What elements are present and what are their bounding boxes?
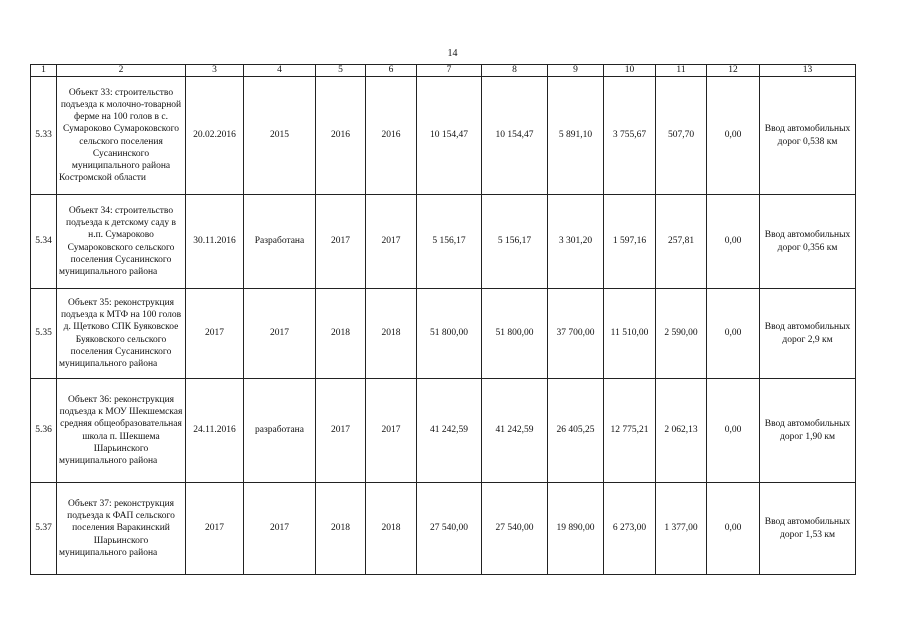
design-status-cell: 2015 [244,77,316,195]
column-number: 1 [31,65,57,77]
start-year-cell: 2018 [316,289,366,379]
date-cell: 30.11.2016 [186,195,244,289]
local-cell: 257,81 [656,195,707,289]
regional-cell: 1 597,16 [604,195,656,289]
object-description: Объект 35: реконструкция подъезда к МТФ на 100 голов д. Щетково СПК Буяковское Буяковского сельского поселения Сусанинского муниципального района [57,289,186,379]
federal-cell: 26 405,25 [548,379,604,483]
total-cell: 51 800,00 [482,289,548,379]
column-number-row [31,65,856,77]
cost-cell: 5 156,17 [417,195,482,289]
date-cell: 2017 [186,289,244,379]
table-row [31,77,856,195]
end-year-cell: 2018 [366,289,417,379]
object-description: Объект 37: реконструкция подъезда к ФАП сельского поселения Варакинский Шарьинского муниципального района [57,483,186,575]
end-year-cell: 2017 [366,195,417,289]
date-cell: 24.11.2016 [186,379,244,483]
other-cell: 0,00 [707,195,760,289]
column-number: 7 [417,65,482,77]
cost-cell: 41 242,59 [417,379,482,483]
result-cell: Ввод автомобильных дорог 0,538 км [760,77,856,195]
table-row [31,195,856,289]
start-year-cell: 2017 [316,195,366,289]
column-number: 5 [316,65,366,77]
design-status-cell: разработана [244,379,316,483]
column-number: 3 [186,65,244,77]
date-cell: 2017 [186,483,244,575]
column-number: 12 [707,65,760,77]
row-number: 5.33 [31,77,57,195]
end-year-cell: 2018 [366,483,417,575]
other-cell: 0,00 [707,77,760,195]
column-number: 10 [604,65,656,77]
result-cell: Ввод автомобильных дорог 0,356 км [760,195,856,289]
row-number: 5.35 [31,289,57,379]
local-cell: 507,70 [656,77,707,195]
design-status-cell: 2017 [244,289,316,379]
regional-cell: 11 510,00 [604,289,656,379]
column-number: 6 [366,65,417,77]
other-cell: 0,00 [707,483,760,575]
cost-cell: 51 800,00 [417,289,482,379]
table-row [31,289,856,379]
column-number: 9 [548,65,604,77]
column-number: 4 [244,65,316,77]
design-status-cell: Разработана [244,195,316,289]
cost-cell: 10 154,47 [417,77,482,195]
start-year-cell: 2017 [316,379,366,483]
total-cell: 10 154,47 [482,77,548,195]
column-number: 11 [656,65,707,77]
table-row [31,379,856,483]
regional-cell: 12 775,21 [604,379,656,483]
federal-cell: 3 301,20 [548,195,604,289]
column-number: 8 [482,65,548,77]
total-cell: 5 156,17 [482,195,548,289]
result-cell: Ввод автомобильных дорог 2,9 км [760,289,856,379]
design-status-cell: 2017 [244,483,316,575]
end-year-cell: 2016 [366,77,417,195]
other-cell: 0,00 [707,289,760,379]
other-cell: 0,00 [707,379,760,483]
total-cell: 27 540,00 [482,483,548,575]
regional-cell: 6 273,00 [604,483,656,575]
cost-cell: 27 540,00 [417,483,482,575]
page-number: 14 [447,48,458,59]
total-cell: 41 242,59 [482,379,548,483]
local-cell: 2 590,00 [656,289,707,379]
result-cell: Ввод автомобильных дорог 1,90 км [760,379,856,483]
regional-cell: 3 755,67 [604,77,656,195]
federal-cell: 37 700,00 [548,289,604,379]
investment-table [30,64,856,575]
table-row [31,483,856,575]
object-description: Объект 34: строительство подъезда к детскому саду в н.п. Сумароково Сумароковского сельского поселения Сусанинского муниципального района [57,195,186,289]
federal-cell: 19 890,00 [548,483,604,575]
row-number: 5.34 [31,195,57,289]
object-description: Объект 36: реконструкция подъезда к МОУ Шекшемская средняя общеобразовательная школа п. Шекшема Шарьинского муниципального района [57,379,186,483]
object-description: Объект 33: строительство подъезда к молочно-товарной ферме на 100 голов в с. Сумароково Сумароковского сельского поселения Сусанинского муниципального района Костромской области [57,77,186,195]
local-cell: 1 377,00 [656,483,707,575]
column-number: 2 [57,65,186,77]
date-cell: 20.02.2016 [186,77,244,195]
column-number: 13 [760,65,856,77]
row-number: 5.37 [31,483,57,575]
row-number: 5.36 [31,379,57,483]
end-year-cell: 2017 [366,379,417,483]
local-cell: 2 062,13 [656,379,707,483]
result-cell: Ввод автомобильных дорог 1,53 км [760,483,856,575]
start-year-cell: 2016 [316,77,366,195]
federal-cell: 5 891,10 [548,77,604,195]
start-year-cell: 2018 [316,483,366,575]
